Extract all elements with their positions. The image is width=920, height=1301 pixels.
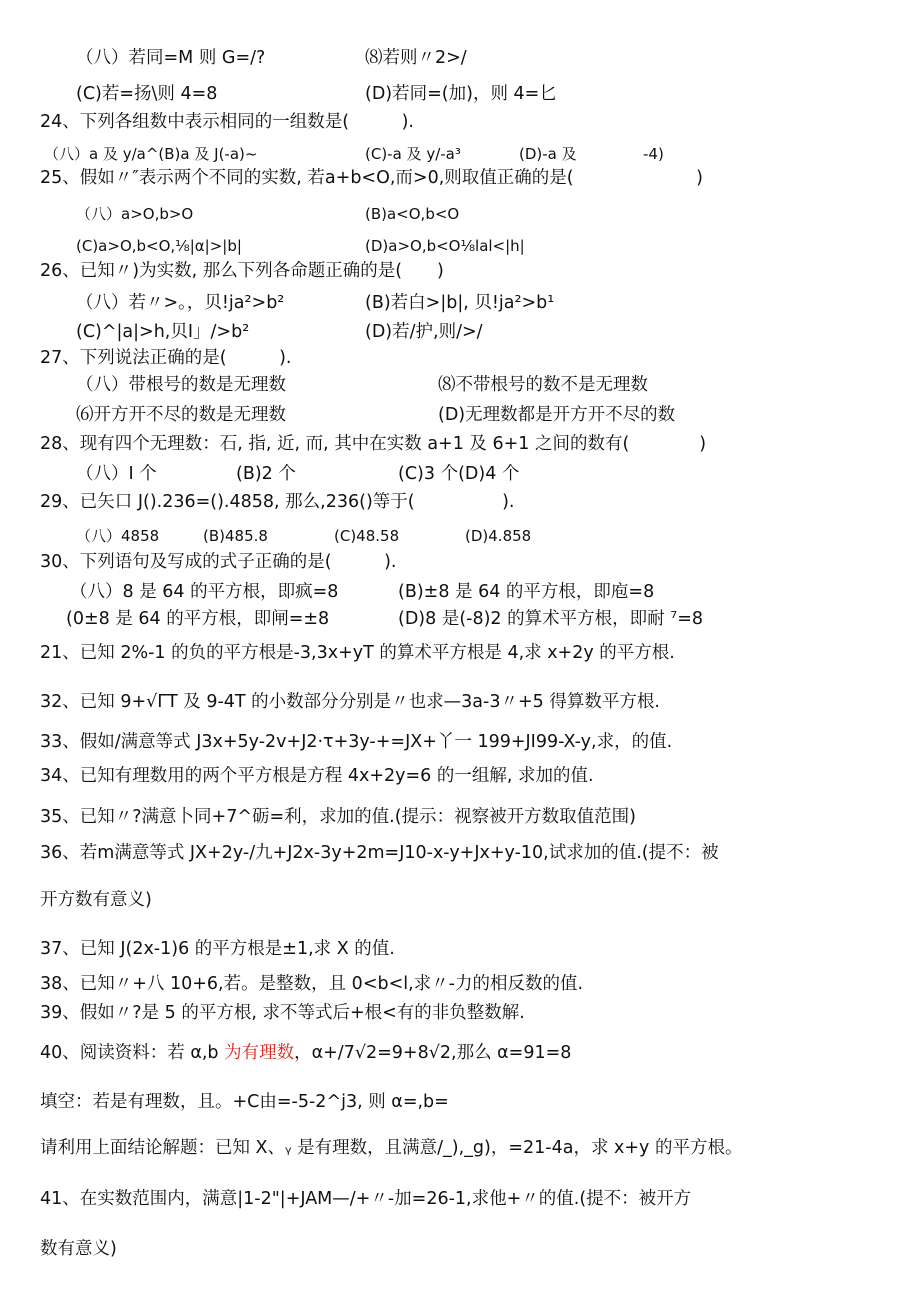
highlighted-text: 为有理数 [224, 1043, 295, 1063]
text-segment: (B)a<O,b<O [365, 205, 460, 223]
text-segment: (B)±8 是 64 的平方根，即庖=8 [398, 582, 655, 602]
text-segment: （八）若〃>。，贝!ja²>b² [76, 293, 285, 313]
text-segment: 28、现有四个无理数：石, 指, 近, 而, 其中在实数 a+1 及 6+1 之间的数有( ) [40, 434, 707, 454]
text-segment: (C)a>O,b<O,⅛|α|>|b| [76, 237, 242, 255]
text-segment: ⑹开方开不尽的数是无理数 [76, 405, 286, 425]
text-segment: ⑻不带根号的数不是无理数 [438, 375, 648, 395]
text-segment: 40、阅读资料：若 α,b [40, 1043, 225, 1063]
text-segment: ⑻若则〃2>/ [365, 48, 467, 68]
text-segment: (D)若同=(加)，则 4=匕 [365, 84, 557, 104]
text-segment: 21、已知 2%-1 的负的平方根是-3,3x+yT 的算术平方根是 4,求 x+2y 的平方根. [40, 643, 675, 663]
text-segment: -4) [643, 145, 664, 163]
text-segment: 请利用上面结论解题：已知 X、ᵧ 是有理数，且满意/_),_g)，=21-4a，求 x+y 的平方根。 [40, 1138, 743, 1158]
text-segment: (C)48.58 [334, 527, 400, 545]
text-segment: 30、下列语句及写成的式子正确的是( ). [40, 552, 397, 572]
text-segment: (0±8 是 64 的平方根，即闸=±8 [66, 609, 330, 629]
text-segment: 38、已知〃+八 10+6,若。是整数，且 0<b<l,求〃-力的相反数的值. [40, 974, 584, 994]
text-segment: (D)a>O,b<O⅛lal<|h| [365, 237, 525, 255]
text-segment: (C)-a 及 y/-a³ [365, 145, 461, 163]
text-segment: 34、已知有理数用的两个平方根是方程 4x+2y=6 的一组解, 求加的值. [40, 766, 594, 786]
text-segment: （八）带根号的数是无理数 [76, 375, 286, 395]
text-segment: 41、在实数范围内，满意|1-2"|+JAM—/+〃-加=26-1,求他+〃的值.(提不：被开方 [40, 1189, 692, 1209]
text-segment: 开方数有意义) [40, 890, 152, 910]
text-segment: （八）a>O,b>O [76, 205, 194, 223]
text-segment: (D)无理数都是开方开不尽的数 [438, 405, 676, 425]
text-segment: ，α+/7√2=9+8√2,那么 α=91=8 [294, 1043, 572, 1063]
text-segment: 33、假如/满意等式 J3x+5y-2v+J2·τ+3y-+=JX+丫一 199+JI99-X-y,求，的值. [40, 732, 673, 752]
text-segment: 26、已知〃)为实数, 那么下列各命题正确的是( ) [40, 261, 444, 281]
text-segment: (B)2 个 [236, 464, 296, 484]
text-segment: 填空：若是有理数，且。+C由=-5-2^j3, 则 α=,b= [40, 1092, 449, 1112]
text-segment: 36、若m满意等式 JX+2y-/九+J2x-3y+2m=J10-x-y+Jx+y-10,试求加的值.(提不：被 [40, 843, 719, 863]
text-segment: （八）若同=M 则 G=/? [76, 48, 266, 68]
text-segment: (C)^|a|>h,贝I」/>b² [76, 322, 250, 342]
text-segment: (D)-a 及 [519, 145, 577, 163]
text-segment: 39、假如〃?是 5 的平方根, 求不等式后+根<有的非负整数解. [40, 1003, 525, 1023]
text-segment: (D)若/护,则/>/ [365, 322, 483, 342]
text-segment: 数有意义) [40, 1239, 117, 1259]
text-segment: 37、已知 J(2x-1)6 的平方根是±1,求 X 的值. [40, 939, 395, 959]
text-segment: (C)若=扬\则 4=8 [76, 84, 218, 104]
text-segment: 35、已知〃?满意卜同+7^砺=利，求加的值.(提示：视察被开方数取值范围) [40, 807, 636, 827]
text-segment: （八）8 是 64 的平方根，即疯=8 [70, 582, 339, 602]
text-segment: 27、下列说法正确的是( ). [40, 348, 292, 368]
text-segment: (B)若白>|b|, 贝!ja²>b¹ [365, 293, 555, 313]
text-segment: (D)4.858 [465, 527, 532, 545]
text-run [40, 1041, 571, 1065]
text-segment: 25、假如〃″表示两个不同的实数, 若a+b<O,而>0,则取值正确的是( ) [40, 168, 703, 188]
text-segment: （八）I 个 [76, 464, 157, 484]
text-segment: (C)3 个(D)4 个 [398, 464, 520, 484]
text-segment: 24、下列各组数中表示相同的一组数是( ). [40, 112, 414, 132]
text-segment: 32、已知 9+√ΓT 及 9-4T 的小数部分分别是〃也求—3a-3〃+5 得算数平方根. [40, 692, 660, 712]
text-segment: （八）4858 [76, 527, 160, 545]
text-segment: (B)485.8 [203, 527, 268, 545]
text-segment: （八）a 及 y/a^(B)a 及 J(-a)~ [44, 145, 258, 163]
text-segment: (D)8 是(-8)2 的算术平方根，即耐 ⁷=8 [398, 609, 704, 629]
text-segment: 29、已矢口 J().236=().4858, 那么,236()等于( ). [40, 492, 515, 512]
